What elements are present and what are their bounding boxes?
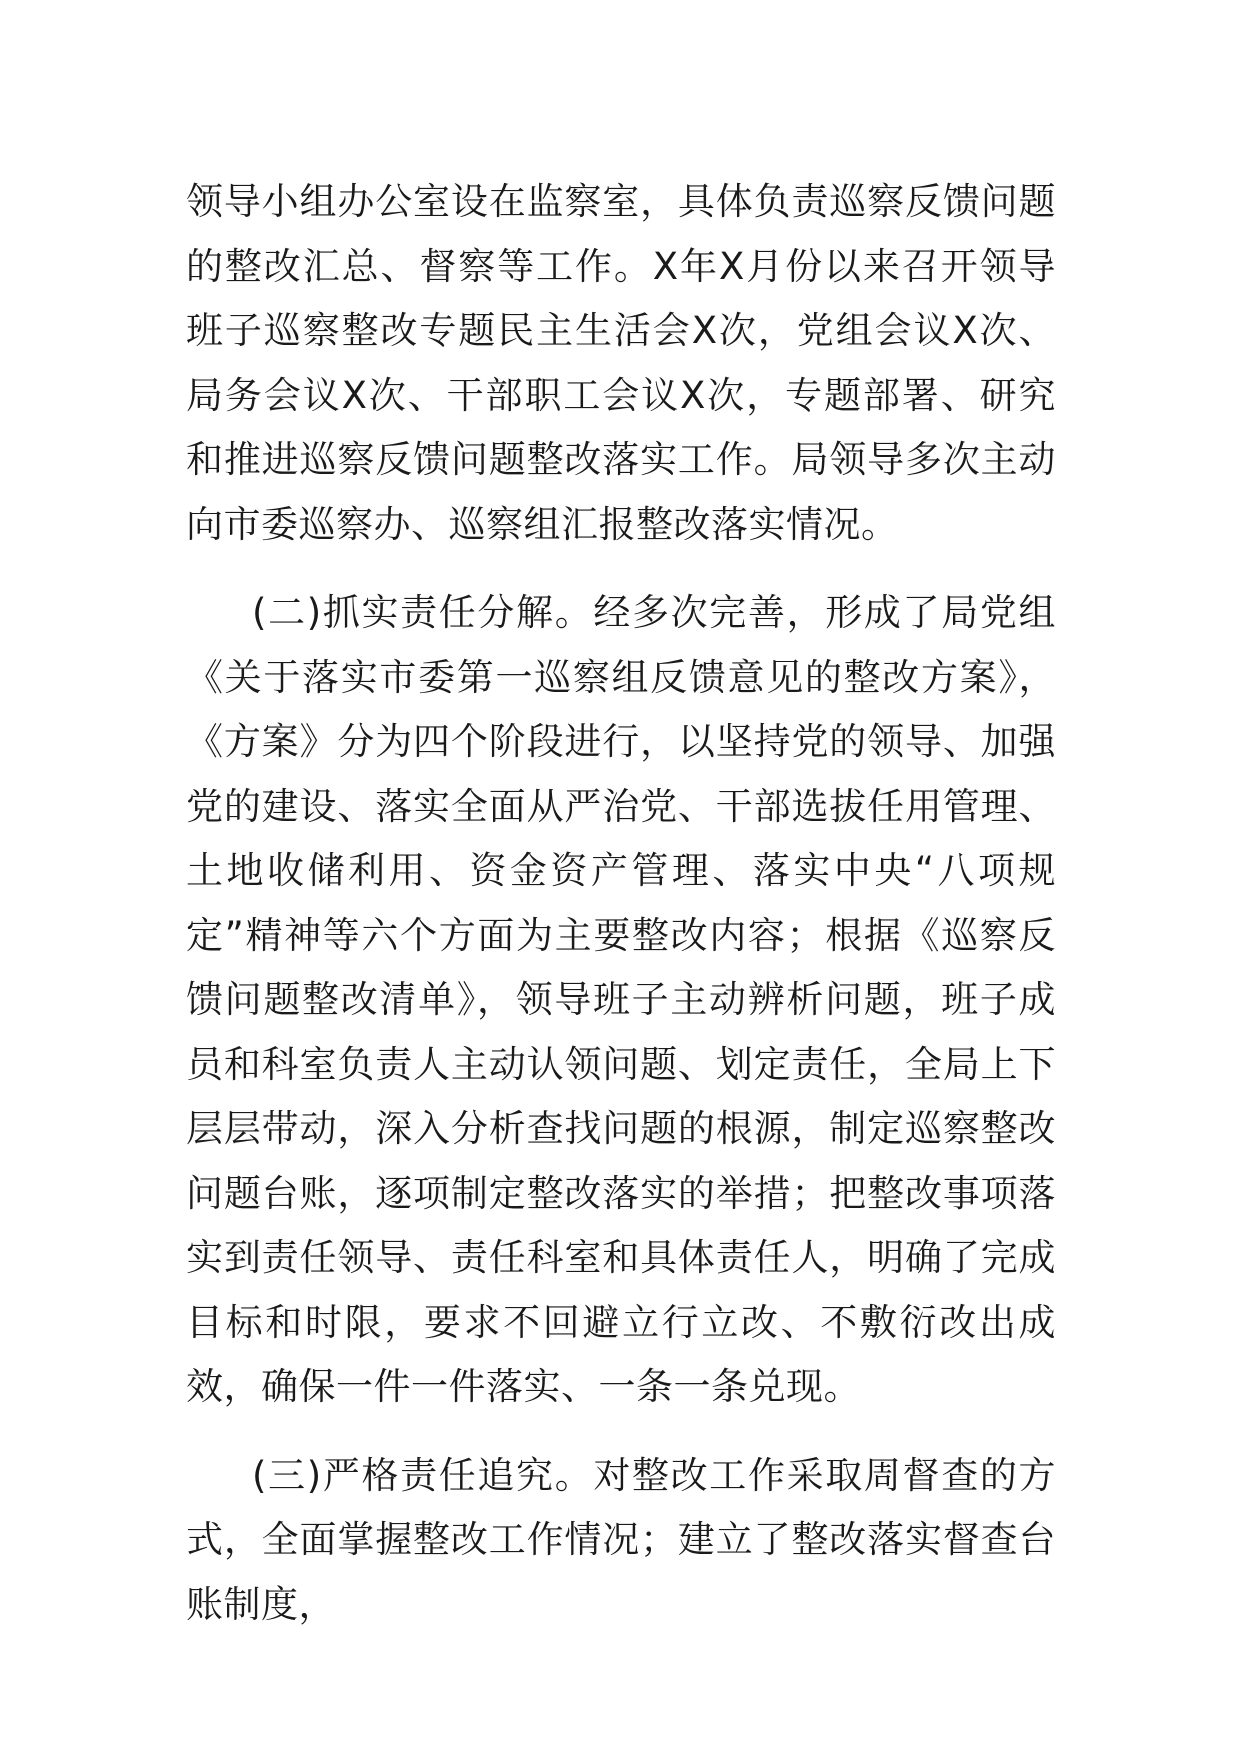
- paragraph-leadership-office: 领导小组办公室设在监察室，具体负责巡察反馈问题的整改汇总、督察等工作。X年X月份以来召开领导班子巡察整改专题民主生活会X次，党组会议X次、局务会议X次、干部职工会议X次，专题部署、研究和推进巡察反馈问题整改落实工作。局领导多次主动向市委巡察办、巡察组汇报整改落实情况。: [186, 180, 1056, 546]
- paragraph-accountability: (三)严格责任追究。对整改工作采取周督查的方式，全面掌握整改工作情况；建立了整改落实督查台账制度，: [186, 1453, 1056, 1626]
- document-body: [186, 170, 1056, 1637]
- paragraph-responsibility-breakdown: (二)抓实责任分解。经多次完善，形成了局党组《关于落实市委第一巡察组反馈意见的整改方案》，《方案》分为四个阶段进行，以坚持党的领导、加强党的建设、落实全面从严治党、干部选拔任用管理、土地收储利用、资金资产管理、落实中央“八项规定”精神等六个方面为主要整改内容；根据《巡察反馈问题整改清单》，领导班子主动辨析问题，班子成员和科室负责人主动认领问题、划定责任，全局上下层层带动，深入分析查找问题的根源，制定巡察整改问题台账，逐项制定整改落实的举措；把整改事项落实到责任领导、责任科室和具体责任人，明确了完成目标和时限，要求不回避立行立改、不敷衍改出成效，确保一件一件落实、一条一条兑现。: [186, 591, 1056, 1408]
